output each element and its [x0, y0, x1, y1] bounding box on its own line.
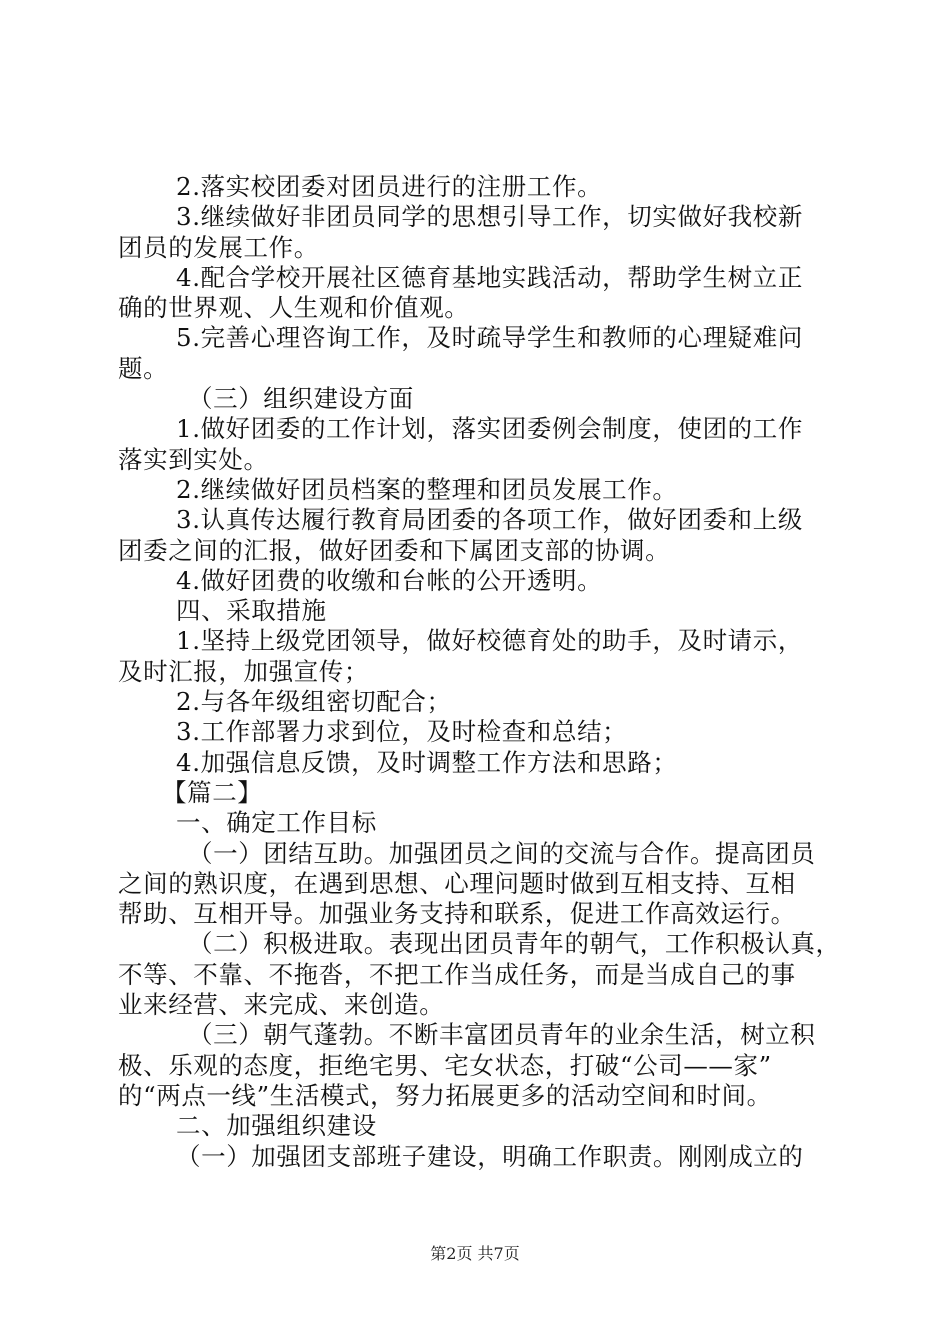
text-line: （二）积极进取。表现出团员青年的朝气，工作积极认真， [188, 929, 841, 959]
text-line: 3.认真传达履行教育局团委的各项工作，做好团委和上级 [176, 505, 803, 535]
text-line: 帮助、互相开导。加强业务支持和联系，促进工作高效运行。 [118, 899, 796, 929]
text-line: 团委之间的汇报，做好团委和下属团支部的协调。 [118, 535, 671, 565]
text-line: 的“两点一线”生活模式，努力拓展更多的活动空间和时间。 [118, 1080, 772, 1110]
text-line: 4.做好团费的收缴和台帐的公开透明。 [176, 565, 603, 595]
text-line: 1.做好团委的工作计划，落实团委例会制度，使团的工作 [176, 414, 803, 444]
text-line: 4.加强信息反馈，及时调整工作方法和思路； [176, 747, 678, 777]
text-line: 2.与各年级组密切配合； [176, 687, 452, 717]
part-heading: 【篇二】 [162, 777, 263, 807]
section-heading: 二、加强组织建设 [176, 1111, 377, 1141]
text-line: 及时汇报，加强宣传； [118, 656, 369, 686]
text-line: 1.坚持上级党团领导，做好校德育处的助手，及时请示， [176, 626, 803, 656]
text-line: 3.继续做好非团员同学的思想引导工作，切实做好我校新 [176, 202, 803, 232]
text-line: 确的世界观、人生观和价值观。 [118, 293, 470, 323]
text-line: （一）团结互助。加强团员之间的交流与合作。提高团员 [188, 838, 816, 868]
text-line: （一）加强团支部班子建设，明确工作职责。刚刚成立的 [176, 1141, 804, 1171]
text-line: 2.继续做好团员档案的整理和团员发展工作。 [176, 474, 678, 504]
text-line: 2.落实校团委对团员进行的注册工作。 [176, 172, 603, 201]
text-line: 不等、不靠、不拖沓，不把工作当成任务，而是当成自己的事 [118, 959, 796, 989]
text-line: 题。 [118, 353, 169, 383]
section-heading: 四、采取措施 [176, 596, 327, 626]
text-line: 4.配合学校开展社区德育基地实践活动，帮助学生树立正 [176, 262, 803, 292]
section-heading: （三）组织建设方面 [188, 384, 414, 414]
text-line: 5.完善心理咨询工作，及时疏导学生和教师的心理疑难问 [176, 323, 803, 353]
text-line: 极、乐观的态度，拒绝宅男、宅女状态，打破“公司——家” [118, 1050, 772, 1080]
page-footer: 第2页 共7页 [430, 1244, 520, 1263]
text-line: 3.工作部署力求到位，及时检查和总结； [176, 717, 628, 747]
text-line: （三）朝气蓬勃。不断丰富团员青年的业余生活，树立积 [188, 1020, 816, 1050]
section-heading: 一、确定工作目标 [176, 808, 377, 838]
document-body [118, 172, 841, 1172]
text-line: 业来经营、来完成、来创造。 [118, 990, 445, 1020]
text-line: 落实到实处。 [118, 444, 269, 474]
text-line: 之间的熟识度，在遇到思想、心理问题时做到互相支持、互相 [118, 868, 796, 898]
text-line: 团员的发展工作。 [118, 232, 319, 262]
